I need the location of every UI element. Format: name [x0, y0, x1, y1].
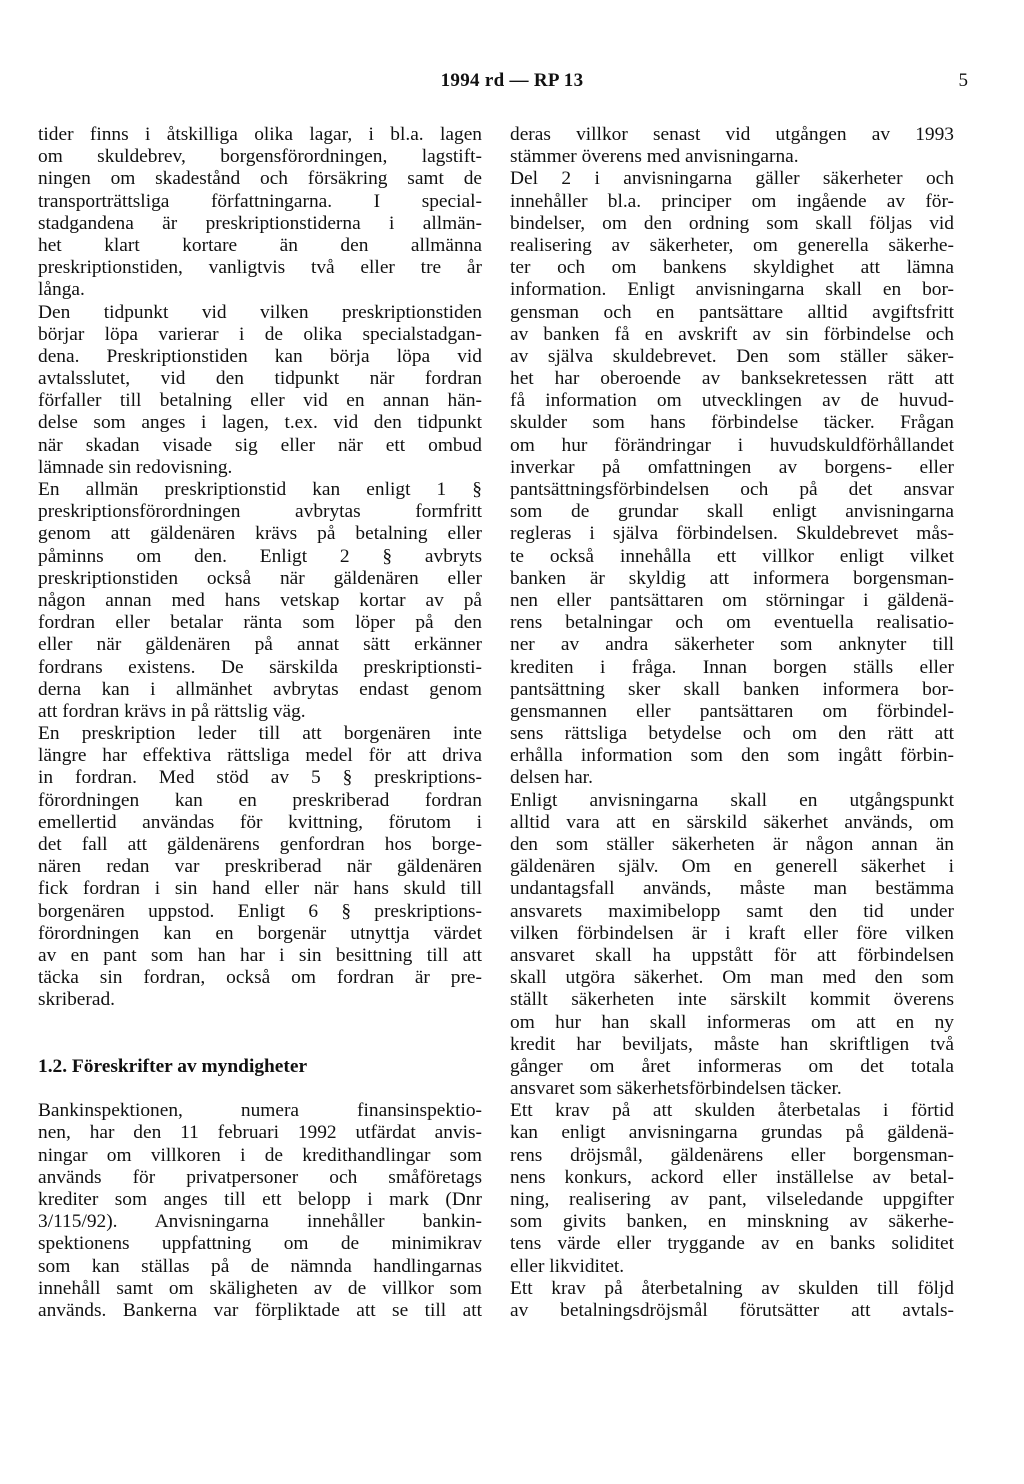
text-line: ansvaret skall ha uppstått för att förbindelsen: [510, 944, 954, 966]
page-header: [0, 70, 1024, 92]
text-line: dena. Preskriptionstiden kan börja löpa vid: [38, 345, 482, 367]
paragraph-p1: [510, 124, 954, 168]
text-line: som de grundar skall enligt anvisningarna: [510, 501, 954, 523]
text-line: innehåll samt om skäligheten av de villkor som: [38, 1277, 482, 1299]
text-line: delse som anges i lagen, t.ex. vid den tidpunkt: [38, 412, 482, 434]
text-line: nens konkurs, ackord eller inställelse av betal-: [510, 1166, 954, 1188]
text-line: gensman och en pantsättare alltid avgiftsfritt: [510, 301, 954, 323]
text-line: alltid vara att en särskild säkerhet används, om: [510, 811, 954, 833]
text-line: rens dröjsmål, gäldenärens eller borgensman-: [510, 1144, 954, 1166]
text-line: om hur han skall informeras om att en ny: [510, 1011, 954, 1033]
text-line: vilken förbindelsen är i kraft eller före vilken: [510, 922, 954, 944]
left-column: [38, 124, 482, 1322]
text-line: information. Enligt anvisningarna skall en bor-: [510, 279, 954, 301]
text-line: används för privatpersoner och småföretags: [38, 1166, 482, 1188]
text-line: realisering av säkerheter, om generella säkerhe-: [510, 234, 954, 256]
text-line: den som ställer säkerheten är någon annan än: [510, 834, 954, 855]
text-line: En preskription leder till att borgenären inte: [38, 723, 482, 745]
running-title: 1994 rd — RP 13: [440, 70, 584, 91]
text-line: fordrans existens. De särskilda preskriptionsti-: [38, 656, 482, 678]
text-line: pantsättning sker skall banken informera bor-: [510, 678, 954, 700]
text-line: gånger om året informeras om det totala: [510, 1055, 954, 1077]
text-line: om skuldebrev, borgensförordningen, lagstift-: [38, 146, 482, 168]
text-line: erhålla information som den som ingått förbin-: [510, 745, 954, 767]
paragraph-gap: [38, 1012, 482, 1034]
text-line: det fall att gäldenärens genfordran hos borge-: [38, 834, 482, 855]
text-line: bindelser, om den ordning som skall följas vid: [510, 212, 954, 234]
text-line: in fordran. Med stöd av 5 § preskriptions-: [38, 767, 482, 789]
text-line: skriberad.: [38, 989, 115, 1011]
text-line: regleras i själva förbindelsen. Skuldebrevet mås-: [510, 523, 954, 545]
text-line: Ett krav på återbetalning av skulden till följd: [510, 1277, 954, 1299]
text-line: avtalsslutet, vid den tidpunkt när fordran: [38, 368, 482, 390]
text-line: nen, har den 11 februari 1992 utfärdat anvis-: [38, 1122, 482, 1144]
text-line: Ett krav på att skulden återbetalas i förtid: [510, 1100, 954, 1122]
paragraph-p3: [38, 479, 482, 723]
text-line: någon annan med hans vetskap kortar av på: [38, 589, 482, 611]
text-line: borgenären uppstod. Enligt 6 § preskriptions-: [38, 900, 482, 922]
paragraph-p5: [38, 1100, 482, 1322]
text-line: genom att gäldenären krävs på betalning eller: [38, 523, 482, 545]
text-line: derna kan i allmänhet avbrytas endast genom: [38, 678, 482, 700]
text-line: tens värde eller tryggande av en banks soliditet: [510, 1233, 954, 1255]
text-line: ningen om skadestånd och försäkring samt de: [38, 168, 482, 190]
section-heading: 1.2. Föreskrifter av myndigheter: [38, 1055, 308, 1077]
text-line: fordran eller betalar ränta som löper på den: [38, 612, 482, 634]
right-column: [510, 124, 954, 1322]
text-line: används. Bankerna var förpliktade att se till att: [38, 1299, 482, 1321]
text-line: av själva skuldebrevet. Den som ställer säker-: [510, 345, 954, 367]
text-line: av en pant som han har i sin besittning till att: [38, 944, 482, 966]
text-line: inverkar på omfattningen av borgens- eller: [510, 456, 954, 478]
text-line: gäldenären själv. Om en generell säkerhet i: [510, 856, 954, 878]
text-line: gensmannen eller pantsättaren om förbindel-: [510, 700, 954, 722]
text-line: stadgandena är preskriptionstiderna i allmän-: [38, 212, 482, 234]
text-line: av banken få en avskrift av sin förbindelse och: [510, 323, 954, 345]
text-line: nären redan var preskriberad när gäldenären: [38, 856, 482, 878]
paragraph-p2: [38, 302, 482, 480]
text-line: förordningen kan en preskriberad fordran: [38, 789, 482, 811]
text-line: krediten i fråga. Innan borgen ställs eller: [510, 656, 954, 678]
paragraph-p5: [510, 1278, 954, 1322]
text-line: tider finns i åtskilliga olika lagar, i bl.a. lagen: [38, 124, 482, 145]
text-line: få information om utvecklingen av de huvud-: [510, 390, 954, 412]
text-line: banken är skyldig att informera borgensman-: [510, 567, 954, 589]
text-line: om hur förändringar i huvudskuldförhållandet: [510, 434, 954, 456]
paragraph-p4: [510, 1100, 954, 1278]
text-line: täcka sin fordran, också om fordran är pre-: [38, 967, 482, 989]
text-line: pantsättningsförbindelsen och på det ansvar: [510, 479, 954, 500]
paragraph-p2: [510, 168, 954, 789]
paragraph-gap: [38, 1034, 482, 1056]
text-line: förordningen kan en borgenär utnyttja värdet: [38, 922, 482, 944]
text-line: påminns om den. Enligt 2 § avbryts: [38, 545, 482, 567]
text-line: innehåller bl.a. principer om ingående av för-: [510, 190, 954, 212]
text-line: lämnade sin redovisning.: [38, 456, 233, 478]
text-line: fick fordran i sin hand eller när hans skuld till: [38, 878, 482, 900]
text-line: ter och om bankens skyldighet att lämna: [510, 257, 954, 279]
text-line: långa.: [38, 279, 85, 301]
text-line: ner av andra säkerheter som anknyter till: [510, 634, 954, 656]
text-line: het har oberoende av banksekretessen rätt att: [510, 368, 954, 390]
text-line: het klart kortare än den allmänna: [38, 234, 482, 256]
paragraph-p1: [38, 124, 482, 302]
text-line: krediter som anges till ett belopp i mark (Dnr: [38, 1189, 482, 1210]
text-line: preskriptionstiden, vanligtvis två eller tre år: [38, 257, 482, 279]
text-line: av betalningsdröjsmål förutsätter att avtals-: [510, 1299, 954, 1321]
text-line: transporträttsliga författningarna. I special-: [38, 190, 482, 212]
text-line: preskriptionsförordningen avbrytas formfritt: [38, 501, 482, 523]
text-line: skulder som hans förbindelse täcker. Frågan: [510, 412, 954, 434]
text-line: som givits banken, en minskning av säkerhe-: [510, 1211, 954, 1233]
paragraph-p3: [510, 790, 954, 1101]
text-line: En allmän preskriptionstid kan enligt 1 §: [38, 479, 482, 500]
text-line: längre har effektiva rättsliga medel för att driva: [38, 745, 482, 767]
text-line: kan enligt anvisningarna grundas på gäldenä-: [510, 1122, 954, 1144]
text-line: ningar om villkoren i de kredithandlingar som: [38, 1144, 482, 1166]
text-line: delsen har.: [510, 767, 593, 789]
text-line: Del 2 i anvisningarna gäller säkerheter och: [510, 168, 954, 190]
text-line: kredit har beviljats, måste han skriftligen två: [510, 1033, 954, 1055]
text-line: Den tidpunkt vid vilken preskriptionstiden: [38, 301, 482, 323]
text-line: rens betalningar och om eventuella realisatio-: [510, 612, 954, 634]
text-line: Bankinspektionen, numera finansinspektio-: [38, 1100, 482, 1122]
text-line: att fordran krävs in på rättslig väg.: [38, 700, 306, 722]
text-line: förfaller till betalning eller vid en annan hän-: [38, 390, 482, 412]
text-line: 3/115/92). Anvisningarna innehåller bankin-: [38, 1211, 482, 1233]
text-line: börjar löpa varierar i de olika specialstadgan-: [38, 323, 482, 345]
text-line: emellertid användas för kvittning, förutom i: [38, 811, 482, 833]
text-line: undantagsfall används, måste man bestämma: [510, 878, 954, 900]
text-line: stämmer överens med anvisningarna.: [510, 146, 799, 168]
text-line: ställt säkerheten inte särskilt kommit överens: [510, 989, 954, 1011]
paragraph-p4: [38, 723, 482, 1011]
text-line: ansvarets maximibelopp samt den tid under: [510, 900, 954, 922]
text-line: när skadan visade sig eller när ett ombud: [38, 434, 482, 456]
paragraph-gap: [38, 1078, 482, 1100]
text-line: spektionens uppfattning om de minimikrav: [38, 1233, 482, 1255]
text-line: Enligt anvisningarna skall en utgångspunkt: [510, 789, 954, 811]
text-line: som kan ställas på de nämnda handlingarnas: [38, 1255, 482, 1277]
text-line: preskriptionstiden också när gäldenären eller: [38, 567, 482, 589]
text-line: ansvaret som säkerhetsförbindelsen täcker.: [510, 1078, 842, 1100]
text-line: eller när gäldenären på annat sätt erkänner: [38, 634, 482, 656]
text-line: eller likviditet.: [510, 1255, 625, 1277]
text-line: skall utgöra säkerhet. Om man med den som: [510, 967, 954, 989]
text-line: deras villkor senast vid utgången av 1993: [510, 124, 954, 145]
text-line: sens rättsliga betydelse och om den rätt att: [510, 723, 954, 745]
text-line: ning, realisering av pant, vilseledande uppgifter: [510, 1189, 954, 1210]
page-number: 5: [958, 70, 968, 91]
text-line: nen eller pantsättaren om störningar i gäldenä-: [510, 589, 954, 611]
text-line: te också innehålla ett villkor enligt vilket: [510, 545, 954, 567]
